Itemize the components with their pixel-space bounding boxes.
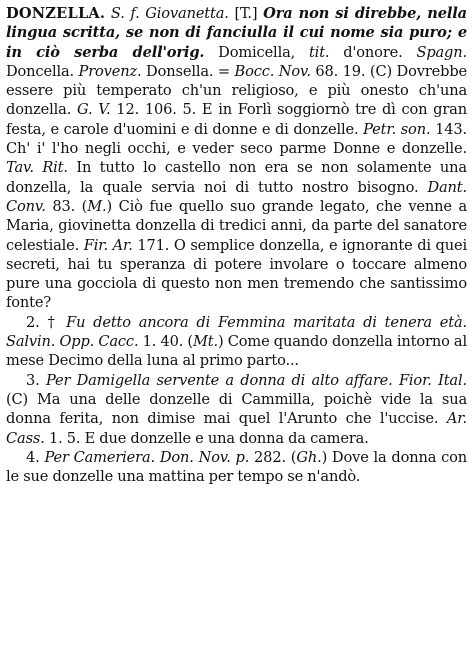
citation-text: Fu detto ancora di Femmina maritata di tenera età. [66,313,468,331]
citation-text: G. V. [76,101,111,119]
citation-text: Bocc. Nov. [234,62,311,80]
citation-text: Gh. [296,448,322,466]
body-text: 68. 19. (C) Dovrebbe essere più temperato ch'un religioso, e più onesto ch'una donzella. [6,62,468,119]
body-text: 12. 106. 5. E in Forlì soggiornò tre dì con gran festa, e carole d'uomini e di donne e di donzelle. [6,101,467,138]
citation-text: M. [87,197,107,215]
body-text: ) Dove la donna con le sue donzelle una mattina per tempo se n'andò. [6,448,467,486]
body-text: 282. ( [249,448,297,466]
headword: DONZELLA. [6,5,106,22]
body-text: d'onore. [329,43,417,61]
citation-text: S. f. Giovanetta. [110,5,229,22]
entry-sense-4 [6,448,467,487]
citation-text: Don. Nov. p. [159,448,250,466]
entry-sense-2 [6,313,467,371]
entry-sense-3 [6,371,467,448]
citation-text: Fior. Ital. [398,371,467,389]
citation-text: Per Damigella servente a donna di alto affare. [45,371,393,389]
citation-text: Petr. son. [363,120,431,138]
citation-text: Dant. Conv. [6,178,467,215]
body-text: In tutto lo castello non era se non solamente una donzella, la quale servia noi di tutto nostro bisogno. [6,159,467,196]
body-text: (C) Ma una delle donzelle di Cammilla, poichè vide la sua donna ferita, non dimise mai quel l'Arunto che l'uccise. [6,390,467,428]
body-text: 171. O semplice donzella, e ignorante di quei secreti, hai tu speranza di potere involare o toccare almeno pure una gocciola di questo non men tremendo che santissimo fonte? [6,236,467,312]
entry-donzella-main [6,4,467,313]
body-text: Donsella. = [141,62,235,80]
body-text: 2. † [26,313,67,331]
citation-text: Per Cameriera. [44,448,156,466]
body-text: 4. [26,448,45,466]
citation-text: Ar. Cass. [6,410,467,447]
body-text: ) Come quando donzella intorno al mese Decimo della luna al primo parto... [6,333,467,370]
body-text: 83. ( [45,197,88,215]
body-text: 3. [26,371,46,389]
citation-text: Spagn. [416,43,467,61]
body-text: Doncella. [6,62,79,80]
body-text: ) Ciò fue quello suo grande legato, che venne a Maria, giovinetta donzella di tredici anni, da parte del sanatore celestiale. [6,197,467,254]
body-text: 1. 40. ( [138,333,193,351]
citation-text: Fir. Ar. [83,236,133,254]
citation-text: Provenz. [78,62,142,80]
body-text: 1. 5. E due donzelle e una donna da camera. [44,429,369,447]
citation-text: tit. [308,43,330,61]
body-text: 143. Ch' i' l'ho negli occhi, e veder seco parme Donne e donzelle. [6,120,467,158]
citation-text: Mt. [192,333,218,351]
citation-text: Tav. Rit. [6,159,68,177]
citation-text: Salvin. Opp. Cacc. [6,333,139,351]
citation-text: Ora non si direbbe, nella lingua scritta, se non di fanciulla il cui nome sia puro; e in ciò serba dell'orig. [6,5,467,61]
body-text: [T.] [228,5,264,22]
body-text: Domicella, [204,43,309,61]
